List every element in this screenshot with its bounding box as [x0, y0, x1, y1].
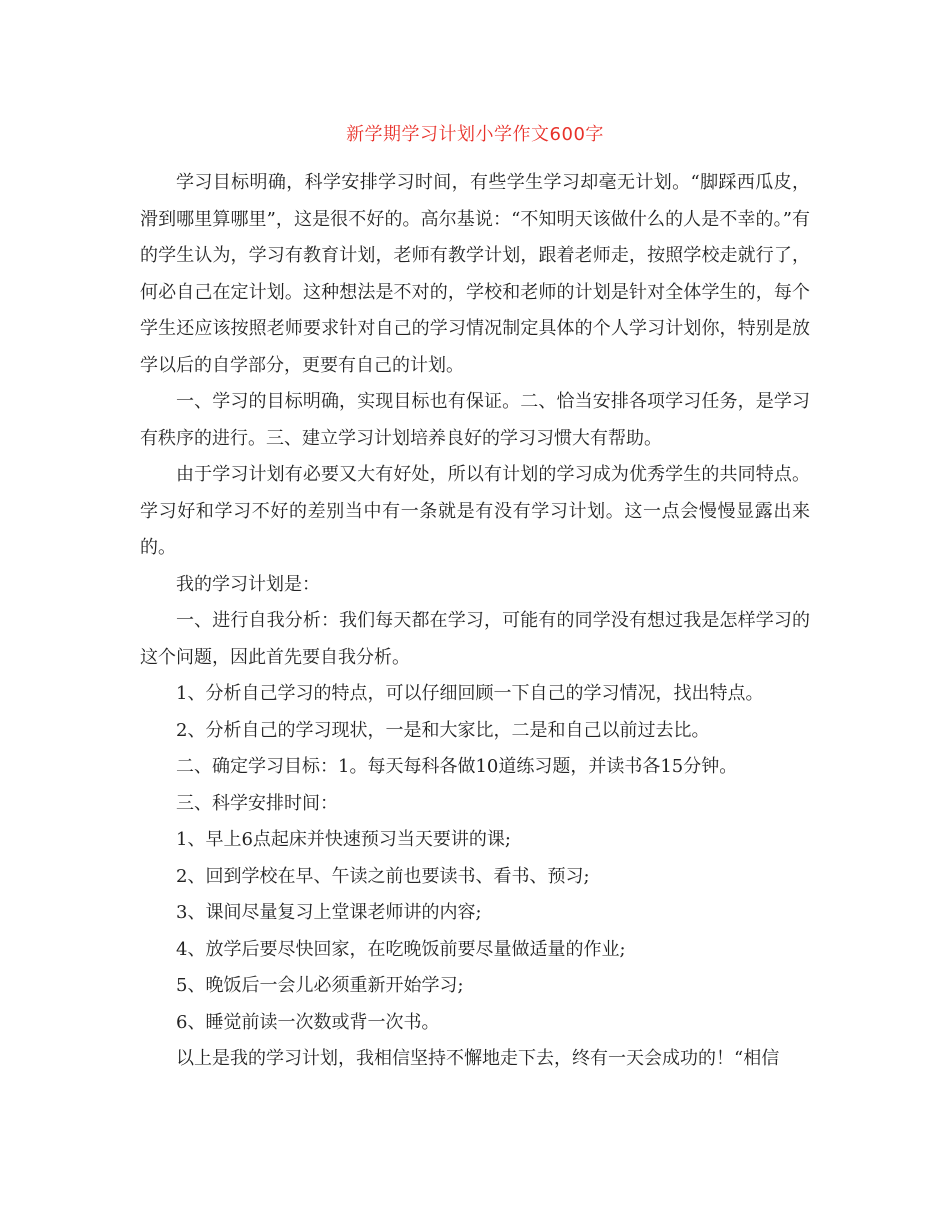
paragraph: 我的学习计划是： [176, 573, 320, 595]
paragraph: 2、分析自己的学习现状，一是和大家比，二是和自己以前过去比。 [176, 719, 710, 741]
document-title: 新学期学习计划小学作文600字 [346, 124, 604, 145]
paragraph: 由于学习计划有必要又大有好处，所以有计划的学习成为优秀学生的共同特点。学习好和学习不好的差别当中有一条就是有没有学习计划。这一点会慢慢显露出来的。 [140, 464, 810, 558]
paragraph: 4、放学后要尽快回家，在吃晚饭前要尽量做适量的作业; [176, 938, 626, 960]
paragraph: 学习目标明确，科学安排学习时间，有些学生学习却毫无计划。“脚踩西瓜皮，滑到哪里算哪里”，这是很不好的。高尔基说：“不知明天该做什么的人是不幸的。”有的学生认为，学习有教育计划，老师有教学计划，跟着老师走，按照学校走就行了，何必自己在定计划。这种想法是不对的，学校和老师的计划是针对全体学生的，每个学生还应该按照老师要求针对自己的学习情况制定具体的个人学习计划你，特别是放学以后的自学部分，更要有自己的计划。 [140, 172, 810, 376]
paragraph: 3、课间尽量复习上堂课老师讲的内容; [176, 902, 482, 923]
paragraph: 5、晚饭后一会儿必须重新开始学习; [176, 975, 464, 996]
paragraph: 二、确定学习目标：1。每天每科各做10道练习题，并读书各15分钟。 [176, 756, 738, 777]
paragraph: 1、分析自己学习的特点，可以仔细回顾一下自己的学习情况，找出特点。 [176, 683, 764, 704]
paragraph: 一、学习的目标明确，实现目标也有保证。二、恰当安排各项学习任务，是学习有秩序的进行。三、建立学习计划培养良好的学习习惯大有帮助。 [140, 391, 810, 449]
paragraph: 一、进行自我分析：我们每天都在学习，可能有的同学没有想过我是怎样学习的这个问题，因此首先要自我分析。 [140, 610, 810, 668]
paragraph: 6、睡觉前读一次数或背一次书。 [176, 1011, 440, 1033]
paragraph: 2、回到学校在早、午读之前也要读书、看书、预习; [176, 865, 590, 887]
paragraph: 以上是我的学习计划，我相信坚持不懈地走下去，终有一天会成功的！“相信 [176, 1048, 780, 1069]
document-body [140, 165, 810, 1078]
paragraph: 1、早上6点起床并快速预习当天要讲的课; [176, 829, 511, 850]
paragraph: 三、科学安排时间： [176, 792, 338, 814]
